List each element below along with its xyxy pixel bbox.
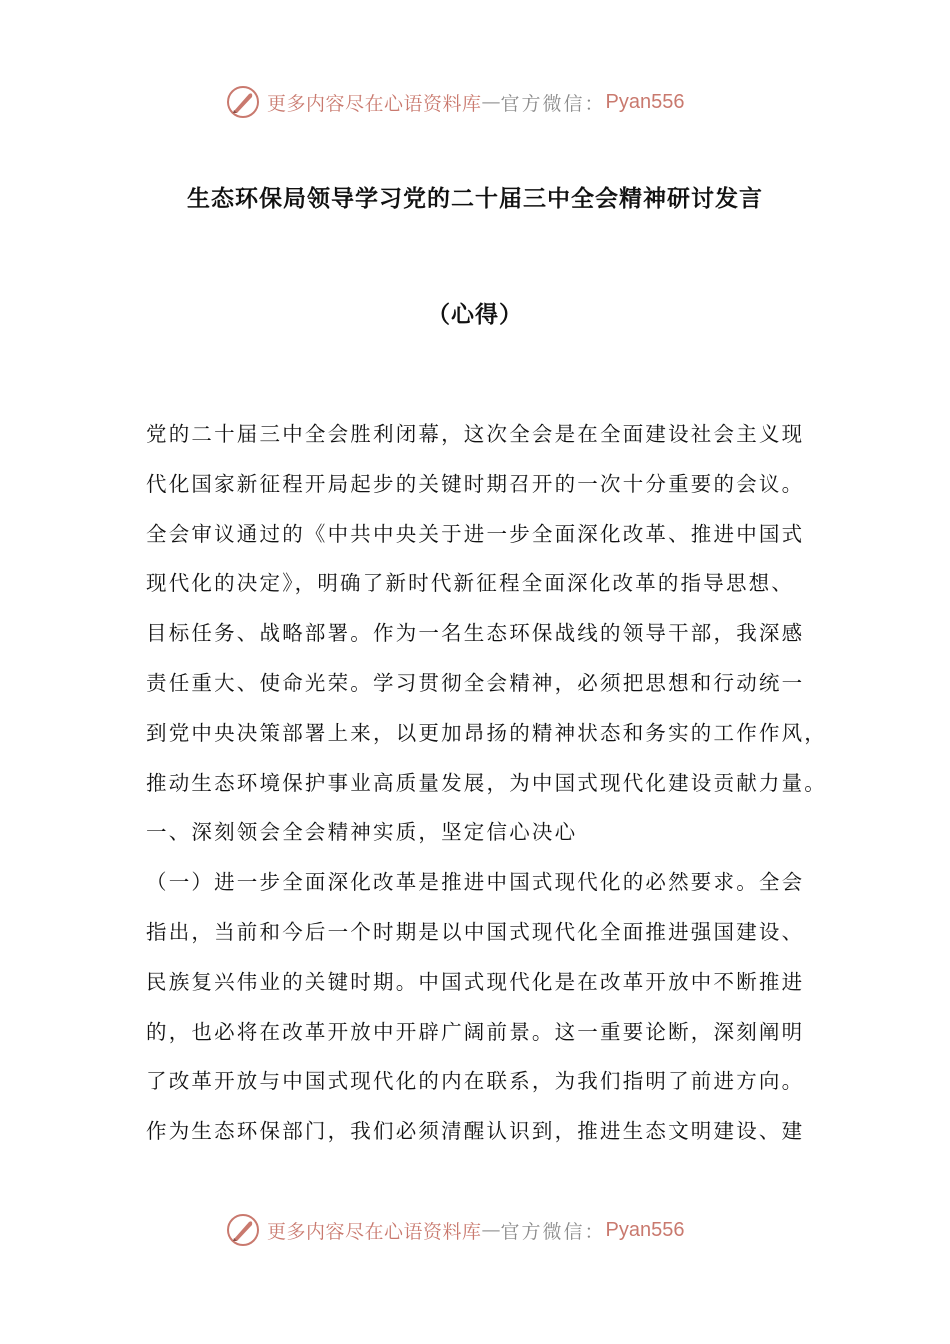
banner-dash: — xyxy=(481,1219,501,1241)
document-body xyxy=(146,418,827,1165)
banner-wechat-label: 官方微信： xyxy=(500,92,606,115)
document-subtitle: （心得） xyxy=(427,301,523,328)
body-line: 的，也必将在改革开放中开辟广阔前景。这一重要论断，深刻阐明 xyxy=(146,1019,805,1044)
quill-pen-logo-icon xyxy=(225,1212,261,1248)
body-line: 指出，当前和今后一个时期是以中国式现代化全面推进强国建设、 xyxy=(146,919,805,944)
banner-dash: — xyxy=(481,91,501,113)
banner-wechat-id: Pyan556 xyxy=(605,90,685,113)
body-line: 代化国家新征程开局起步的关键时期召开的一次十分重要的会议。 xyxy=(146,471,805,496)
section-heading: 一、深刻领会全会精神实质，坚定信心决心 xyxy=(146,820,578,845)
body-line: 党的二十届三中全会胜利闭幕，这次全会是在全面建设社会主义现 xyxy=(146,422,805,446)
banner-wechat-id: Pyan556 xyxy=(605,1218,685,1241)
body-line: 作为生态环保部门，我们必须清醒认识到，推进生态文明建设、建 xyxy=(146,1119,805,1144)
body-line: 了改革开放与中国式现代化的内在联系，为我们指明了前进方向。 xyxy=(146,1069,805,1094)
body-line: 到党中央决策部署上来，以更加昂扬的精神状态和务实的工作作风， xyxy=(146,720,827,745)
body-line: （一）进一步全面深化改革是推进中国式现代化的必然要求。全会 xyxy=(146,870,805,895)
body-line: 全会审议通过的《中共中央关于进一步全面深化改革、推进中国式 xyxy=(146,521,805,546)
document-title: 生态环保局领导学习党的二十届三中全会精神研讨发言 xyxy=(187,185,763,212)
body-line: 责任重大、使命光荣。学习贯彻全会精神，必须把思想和行动统一 xyxy=(146,670,805,695)
body-line: 现代化的决定》，明确了新时代新征程全面深化改革的指导思想、 xyxy=(146,571,795,596)
banner-brand-text: 更多内容尽在心语资料库 xyxy=(267,92,482,115)
body-line: 民族复兴伟业的关键时期。中国式现代化是在改革开放中不断推进 xyxy=(146,969,805,994)
banner-wechat-label: 官方微信： xyxy=(500,1220,606,1243)
header-banner xyxy=(225,82,725,122)
quill-pen-logo-icon xyxy=(225,84,261,120)
body-line: 目标任务、战略部署。作为一名生态环保战线的领导干部，我深感 xyxy=(146,621,805,646)
banner-brand-text: 更多内容尽在心语资料库 xyxy=(267,1220,482,1243)
footer-banner xyxy=(225,1210,725,1250)
body-line: 推动生态环境保护事业高质量发展，为中国式现代化建设贡献力量。 xyxy=(146,770,827,795)
